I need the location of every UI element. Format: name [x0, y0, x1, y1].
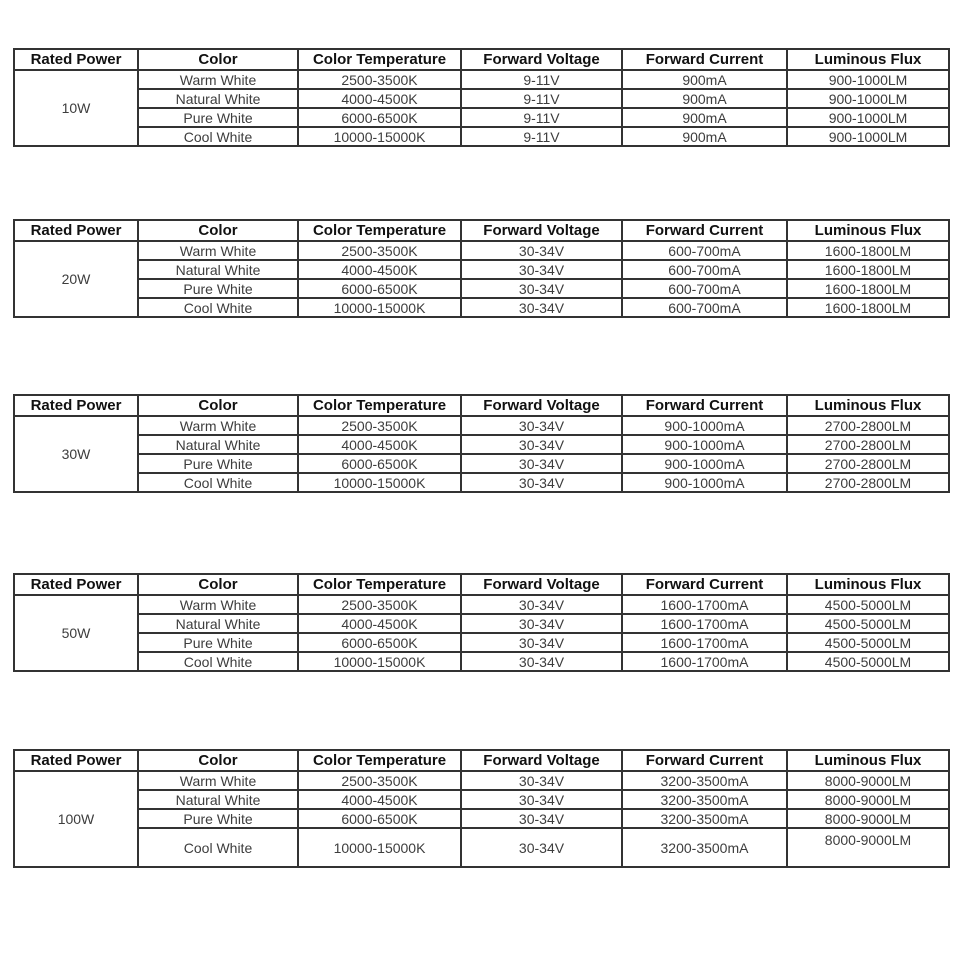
- forward-current-cell: 600-700mA: [622, 298, 787, 317]
- forward-current-cell: 1600-1700mA: [622, 614, 787, 633]
- forward-voltage-cell: 30-34V: [461, 454, 622, 473]
- column-header-rated-power: Rated Power: [14, 395, 138, 416]
- spec-row: [14, 771, 949, 790]
- luminous-flux-cell: 8000-9000LM: [787, 809, 949, 828]
- column-header-rated-power: Rated Power: [14, 49, 138, 70]
- spec-row: [14, 127, 949, 146]
- column-header-luminous-flux: Luminous Flux: [787, 220, 949, 241]
- luminous-flux-cell: 900-1000LM: [787, 70, 949, 89]
- column-header-rated-power: Rated Power: [14, 220, 138, 241]
- spec-row: [14, 279, 949, 298]
- rated-power-cell: 50W: [14, 595, 138, 671]
- color-cell: Cool White: [138, 828, 298, 867]
- rated-power-cell: 20W: [14, 241, 138, 317]
- column-header-color: Color: [138, 220, 298, 241]
- column-header-forward-current: Forward Current: [622, 49, 787, 70]
- spec-row: [14, 70, 949, 89]
- forward-current-cell: 3200-3500mA: [622, 771, 787, 790]
- color-cell: Warm White: [138, 771, 298, 790]
- spec-row: [14, 435, 949, 454]
- luminous-flux-cell: 8000-9000LM: [787, 790, 949, 809]
- spec-row: [14, 416, 949, 435]
- color-cell: Natural White: [138, 435, 298, 454]
- header-row: [14, 49, 949, 70]
- color-temperature-cell: 6000-6500K: [298, 809, 461, 828]
- rated-power-cell: 10W: [14, 70, 138, 146]
- luminous-flux-cell: 2700-2800LM: [787, 473, 949, 492]
- luminous-flux-cell: 1600-1800LM: [787, 298, 949, 317]
- spec-row: [14, 108, 949, 127]
- column-header-forward-current: Forward Current: [622, 750, 787, 771]
- forward-current-cell: 900-1000mA: [622, 473, 787, 492]
- forward-voltage-cell: 30-34V: [461, 790, 622, 809]
- spec-row: [14, 241, 949, 260]
- color-temperature-cell: 10000-15000K: [298, 127, 461, 146]
- spec-table-30w: [13, 394, 950, 493]
- forward-voltage-cell: 30-34V: [461, 809, 622, 828]
- color-cell: Pure White: [138, 108, 298, 127]
- forward-voltage-cell: 9-11V: [461, 108, 622, 127]
- forward-current-cell: 1600-1700mA: [622, 652, 787, 671]
- luminous-flux-cell: 2700-2800LM: [787, 435, 949, 454]
- forward-voltage-cell: 9-11V: [461, 70, 622, 89]
- column-header-forward-current: Forward Current: [622, 395, 787, 416]
- color-cell: Warm White: [138, 416, 298, 435]
- forward-voltage-cell: 30-34V: [461, 435, 622, 454]
- forward-current-cell: 900mA: [622, 127, 787, 146]
- luminous-flux-cell: 1600-1800LM: [787, 241, 949, 260]
- color-temperature-cell: 4000-4500K: [298, 790, 461, 809]
- color-temperature-cell: 4000-4500K: [298, 260, 461, 279]
- forward-voltage-cell: 30-34V: [461, 614, 622, 633]
- luminous-flux-cell: 8000-9000LM: [787, 828, 949, 867]
- color-temperature-cell: 4000-4500K: [298, 435, 461, 454]
- color-temperature-cell: 4000-4500K: [298, 614, 461, 633]
- forward-voltage-cell: 30-34V: [461, 771, 622, 790]
- column-header-color-temperature: Color Temperature: [298, 395, 461, 416]
- color-cell: Pure White: [138, 633, 298, 652]
- luminous-flux-cell: 8000-9000LM: [787, 771, 949, 790]
- spec-row: [14, 652, 949, 671]
- spec-row: [14, 790, 949, 809]
- luminous-flux-cell: 1600-1800LM: [787, 260, 949, 279]
- color-cell: Pure White: [138, 809, 298, 828]
- color-cell: Cool White: [138, 298, 298, 317]
- color-temperature-cell: 2500-3500K: [298, 595, 461, 614]
- color-temperature-cell: 2500-3500K: [298, 241, 461, 260]
- luminous-flux-cell: 2700-2800LM: [787, 454, 949, 473]
- spec-row: [14, 809, 949, 828]
- spec-table-10w: [13, 48, 950, 147]
- forward-voltage-cell: 30-34V: [461, 633, 622, 652]
- color-cell: Cool White: [138, 127, 298, 146]
- column-header-color: Color: [138, 49, 298, 70]
- column-header-color: Color: [138, 750, 298, 771]
- column-header-color-temperature: Color Temperature: [298, 574, 461, 595]
- spec-row: [14, 454, 949, 473]
- column-header-rated-power: Rated Power: [14, 574, 138, 595]
- column-header-forward-voltage: Forward Voltage: [461, 574, 622, 595]
- color-cell: Warm White: [138, 595, 298, 614]
- column-header-forward-current: Forward Current: [622, 574, 787, 595]
- color-temperature-cell: 6000-6500K: [298, 279, 461, 298]
- spec-row: [14, 298, 949, 317]
- column-header-luminous-flux: Luminous Flux: [787, 574, 949, 595]
- column-header-forward-voltage: Forward Voltage: [461, 49, 622, 70]
- color-temperature-cell: 6000-6500K: [298, 108, 461, 127]
- luminous-flux-cell: 4500-5000LM: [787, 595, 949, 614]
- forward-voltage-cell: 30-34V: [461, 260, 622, 279]
- color-temperature-cell: 2500-3500K: [298, 416, 461, 435]
- color-cell: Warm White: [138, 70, 298, 89]
- forward-voltage-cell: 30-34V: [461, 652, 622, 671]
- spec-row: [14, 633, 949, 652]
- forward-current-cell: 900mA: [622, 108, 787, 127]
- color-temperature-cell: 10000-15000K: [298, 652, 461, 671]
- color-temperature-cell: 6000-6500K: [298, 633, 461, 652]
- color-temperature-cell: 4000-4500K: [298, 89, 461, 108]
- rated-power-cell: 30W: [14, 416, 138, 492]
- spec-row: [14, 828, 949, 867]
- column-header-color: Color: [138, 395, 298, 416]
- color-cell: Cool White: [138, 652, 298, 671]
- color-temperature-cell: 2500-3500K: [298, 70, 461, 89]
- color-cell: Natural White: [138, 790, 298, 809]
- luminous-flux-cell: 2700-2800LM: [787, 416, 949, 435]
- column-header-color-temperature: Color Temperature: [298, 750, 461, 771]
- column-header-luminous-flux: Luminous Flux: [787, 750, 949, 771]
- forward-voltage-cell: 30-34V: [461, 241, 622, 260]
- color-temperature-cell: 10000-15000K: [298, 473, 461, 492]
- forward-current-cell: 3200-3500mA: [622, 790, 787, 809]
- luminous-flux-cell: 4500-5000LM: [787, 652, 949, 671]
- column-header-forward-voltage: Forward Voltage: [461, 750, 622, 771]
- color-cell: Pure White: [138, 279, 298, 298]
- forward-voltage-cell: 30-34V: [461, 298, 622, 317]
- header-row: [14, 220, 949, 241]
- luminous-flux-cell: 900-1000LM: [787, 108, 949, 127]
- column-header-color-temperature: Color Temperature: [298, 49, 461, 70]
- spec-table-20w: [13, 219, 950, 318]
- forward-current-cell: 900-1000mA: [622, 416, 787, 435]
- forward-current-cell: 900mA: [622, 70, 787, 89]
- forward-current-cell: 1600-1700mA: [622, 633, 787, 652]
- column-header-color-temperature: Color Temperature: [298, 220, 461, 241]
- forward-current-cell: 900mA: [622, 89, 787, 108]
- forward-current-cell: 600-700mA: [622, 260, 787, 279]
- luminous-flux-cell: 900-1000LM: [787, 89, 949, 108]
- color-cell: Natural White: [138, 89, 298, 108]
- color-temperature-cell: 6000-6500K: [298, 454, 461, 473]
- color-temperature-cell: 10000-15000K: [298, 298, 461, 317]
- color-cell: Pure White: [138, 454, 298, 473]
- header-row: [14, 574, 949, 595]
- spec-row: [14, 89, 949, 108]
- luminous-flux-cell: 4500-5000LM: [787, 633, 949, 652]
- spec-table-100w: [13, 749, 950, 868]
- column-header-forward-current: Forward Current: [622, 220, 787, 241]
- column-header-color: Color: [138, 574, 298, 595]
- forward-current-cell: 3200-3500mA: [622, 809, 787, 828]
- forward-voltage-cell: 9-11V: [461, 127, 622, 146]
- column-header-luminous-flux: Luminous Flux: [787, 49, 949, 70]
- header-row: [14, 750, 949, 771]
- forward-current-cell: 900-1000mA: [622, 454, 787, 473]
- color-cell: Warm White: [138, 241, 298, 260]
- forward-voltage-cell: 30-34V: [461, 595, 622, 614]
- spec-row: [14, 473, 949, 492]
- header-row: [14, 395, 949, 416]
- column-header-forward-voltage: Forward Voltage: [461, 220, 622, 241]
- spec-row: [14, 614, 949, 633]
- color-cell: Natural White: [138, 260, 298, 279]
- forward-voltage-cell: 30-34V: [461, 416, 622, 435]
- forward-current-cell: 1600-1700mA: [622, 595, 787, 614]
- rated-power-cell: 100W: [14, 771, 138, 867]
- spec-row: [14, 595, 949, 614]
- luminous-flux-cell: 900-1000LM: [787, 127, 949, 146]
- forward-current-cell: 600-700mA: [622, 241, 787, 260]
- forward-current-cell: 600-700mA: [622, 279, 787, 298]
- forward-current-cell: 3200-3500mA: [622, 828, 787, 867]
- forward-voltage-cell: 30-34V: [461, 279, 622, 298]
- color-cell: Cool White: [138, 473, 298, 492]
- column-header-luminous-flux: Luminous Flux: [787, 395, 949, 416]
- color-temperature-cell: 2500-3500K: [298, 771, 461, 790]
- luminous-flux-cell: 4500-5000LM: [787, 614, 949, 633]
- forward-current-cell: 900-1000mA: [622, 435, 787, 454]
- forward-voltage-cell: 30-34V: [461, 473, 622, 492]
- column-header-rated-power: Rated Power: [14, 750, 138, 771]
- color-cell: Natural White: [138, 614, 298, 633]
- color-temperature-cell: 10000-15000K: [298, 828, 461, 867]
- forward-voltage-cell: 30-34V: [461, 828, 622, 867]
- forward-voltage-cell: 9-11V: [461, 89, 622, 108]
- spec-row: [14, 260, 949, 279]
- luminous-flux-cell: 1600-1800LM: [787, 279, 949, 298]
- spec-table-50w: [13, 573, 950, 672]
- column-header-forward-voltage: Forward Voltage: [461, 395, 622, 416]
